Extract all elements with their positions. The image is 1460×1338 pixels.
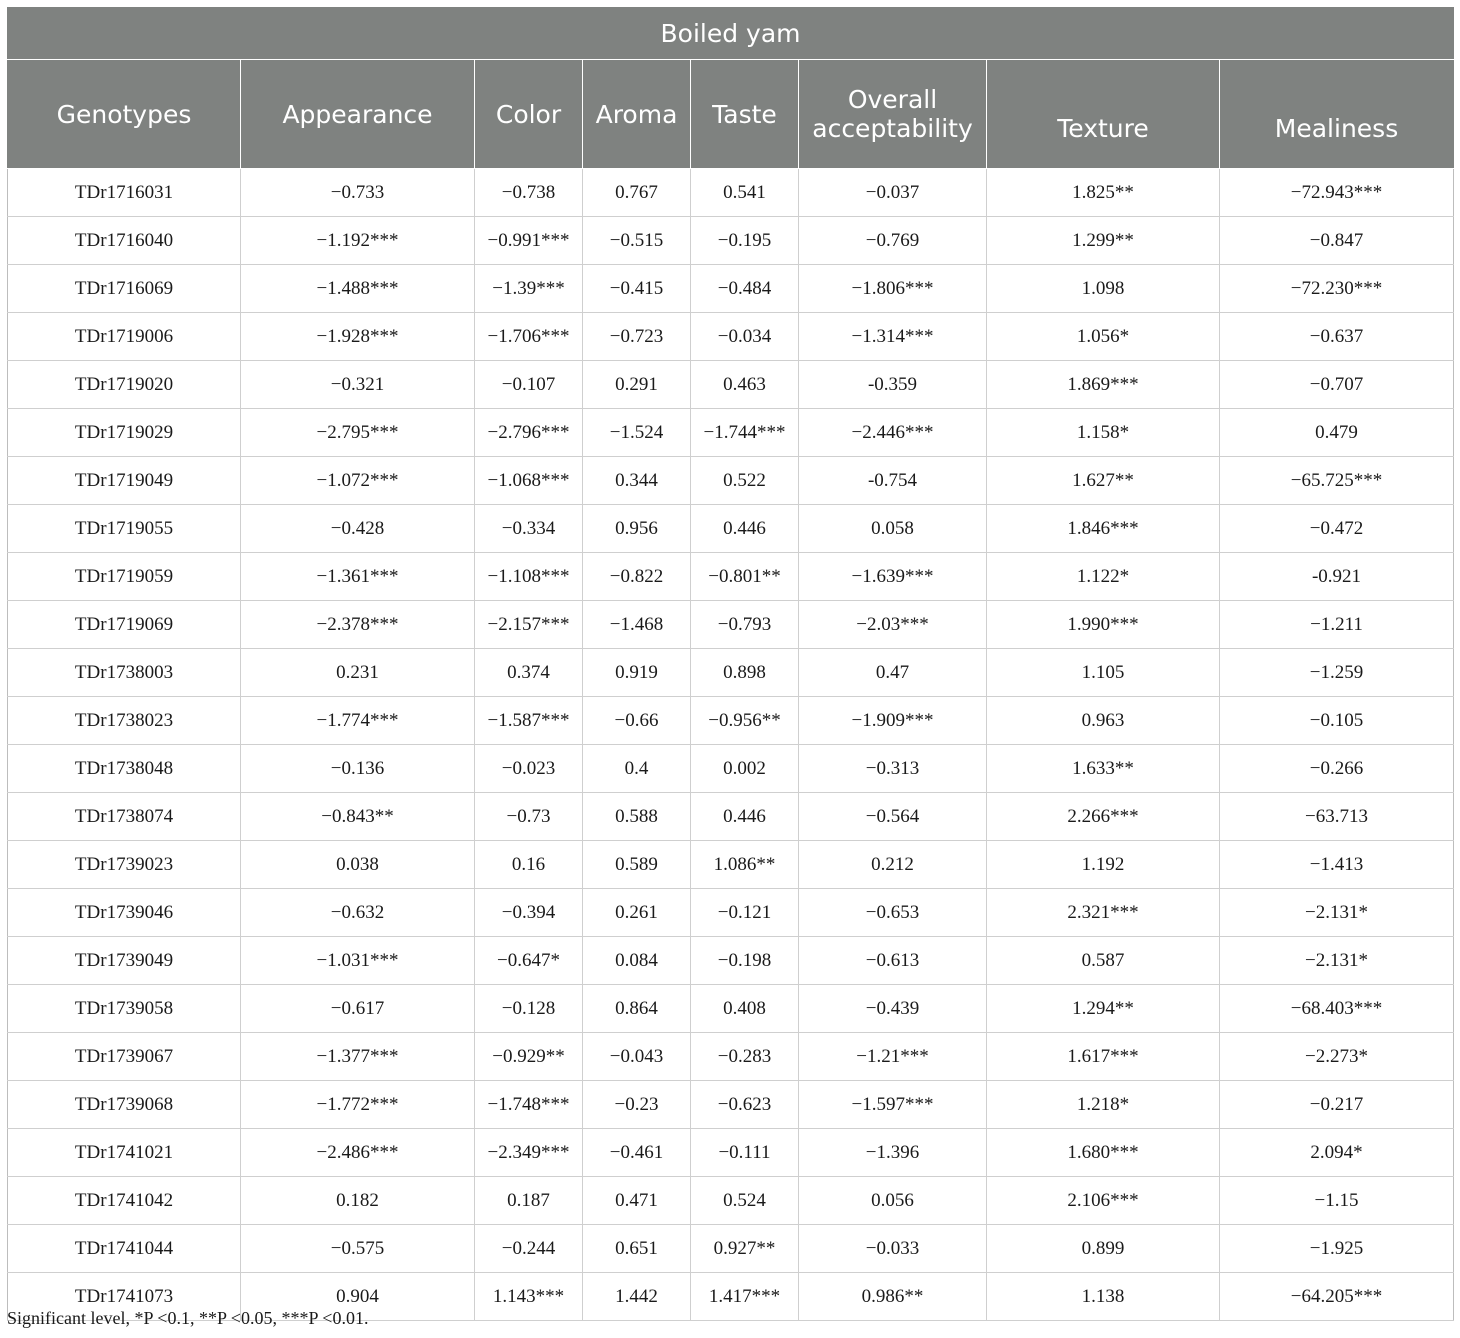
value-cell: 0.408 xyxy=(691,985,799,1033)
value-cell: −0.321 xyxy=(241,361,475,409)
value-cell: −2.796*** xyxy=(475,409,583,457)
value-cell: −1.108*** xyxy=(475,553,583,601)
value-cell: −1.706*** xyxy=(475,313,583,361)
value-cell: −1.377*** xyxy=(241,1033,475,1081)
value-cell: −65.725*** xyxy=(1220,457,1454,505)
value-cell: −0.043 xyxy=(583,1033,691,1081)
value-cell: 1.846*** xyxy=(987,505,1220,553)
value-cell: −1.468 xyxy=(583,601,691,649)
value-cell: −72.230*** xyxy=(1220,265,1454,313)
value-cell: 0.898 xyxy=(691,649,799,697)
value-cell: −0.244 xyxy=(475,1225,583,1273)
genotype-cell: TDr1738003 xyxy=(8,649,241,697)
column-header-aroma: Aroma xyxy=(583,60,691,169)
value-cell: 1.417*** xyxy=(691,1273,799,1321)
genotype-cell: TDr1719049 xyxy=(8,457,241,505)
value-cell: −1.396 xyxy=(799,1129,987,1177)
value-cell: −0.929** xyxy=(475,1033,583,1081)
table-row xyxy=(8,937,1454,985)
value-cell: −1.744*** xyxy=(691,409,799,457)
value-cell: 0.927** xyxy=(691,1225,799,1273)
value-cell: −2.486*** xyxy=(241,1129,475,1177)
genotype-cell: TDr1741044 xyxy=(8,1225,241,1273)
value-cell: −1.031*** xyxy=(241,937,475,985)
results-table-container xyxy=(7,7,1453,1321)
value-cell: −0.334 xyxy=(475,505,583,553)
value-cell: −1.587*** xyxy=(475,697,583,745)
value-cell: 1.098 xyxy=(987,265,1220,313)
value-cell: −2.157*** xyxy=(475,601,583,649)
table-row xyxy=(8,265,1454,313)
table-row xyxy=(8,793,1454,841)
value-cell: −0.723 xyxy=(583,313,691,361)
value-cell: −1.928*** xyxy=(241,313,475,361)
column-header-texture: Texture xyxy=(987,60,1220,169)
value-cell: −1.772*** xyxy=(241,1081,475,1129)
value-cell: 0.524 xyxy=(691,1177,799,1225)
value-cell: −1.774*** xyxy=(241,697,475,745)
value-cell: −0.632 xyxy=(241,889,475,937)
value-cell: −0.198 xyxy=(691,937,799,985)
table-row xyxy=(8,217,1454,265)
value-cell: −1.072*** xyxy=(241,457,475,505)
value-cell: 0.479 xyxy=(1220,409,1454,457)
value-cell: −63.713 xyxy=(1220,793,1454,841)
genotype-cell: TDr1741073 xyxy=(8,1273,241,1321)
value-cell: −0.439 xyxy=(799,985,987,1033)
table-row xyxy=(8,1177,1454,1225)
value-cell: 1.192 xyxy=(987,841,1220,889)
value-cell: −2.03*** xyxy=(799,601,987,649)
value-cell: 0.212 xyxy=(799,841,987,889)
value-cell: −0.195 xyxy=(691,217,799,265)
value-cell: 0.986** xyxy=(799,1273,987,1321)
value-cell: −1.314*** xyxy=(799,313,987,361)
genotype-cell: TDr1741021 xyxy=(8,1129,241,1177)
value-cell: −1.806*** xyxy=(799,265,987,313)
value-cell: 1.138 xyxy=(987,1273,1220,1321)
value-cell: 2.266*** xyxy=(987,793,1220,841)
genotype-cell: TDr1738074 xyxy=(8,793,241,841)
value-cell: −0.843** xyxy=(241,793,475,841)
results-table xyxy=(7,7,1454,1321)
value-cell: 1.158* xyxy=(987,409,1220,457)
value-cell: −2.795*** xyxy=(241,409,475,457)
value-cell: −0.034 xyxy=(691,313,799,361)
value-cell: −1.639*** xyxy=(799,553,987,601)
value-cell: -0.754 xyxy=(799,457,987,505)
value-cell: −1.192*** xyxy=(241,217,475,265)
genotype-cell: TDr1739068 xyxy=(8,1081,241,1129)
value-cell: −0.769 xyxy=(799,217,987,265)
value-cell: 0.374 xyxy=(475,649,583,697)
genotype-cell: TDr1716069 xyxy=(8,265,241,313)
value-cell: 0.463 xyxy=(691,361,799,409)
value-cell: 0.541 xyxy=(691,169,799,217)
value-cell: -0.921 xyxy=(1220,553,1454,601)
value-cell: −1.925 xyxy=(1220,1225,1454,1273)
value-cell: 0.038 xyxy=(241,841,475,889)
value-cell: −0.515 xyxy=(583,217,691,265)
genotype-cell: TDr1738048 xyxy=(8,745,241,793)
value-cell: 1.299** xyxy=(987,217,1220,265)
value-cell: 2.321*** xyxy=(987,889,1220,937)
table-row xyxy=(8,169,1454,217)
value-cell: 0.344 xyxy=(583,457,691,505)
value-cell: 1.680*** xyxy=(987,1129,1220,1177)
table-row xyxy=(8,361,1454,409)
column-header-appearance: Appearance xyxy=(241,60,475,169)
table-footnote: Significant level, *P <0.1, **P <0.05, ***P <0.01. xyxy=(7,1308,369,1328)
value-cell: −2.349*** xyxy=(475,1129,583,1177)
value-cell: 0.919 xyxy=(583,649,691,697)
table-row xyxy=(8,553,1454,601)
value-cell: 0.767 xyxy=(583,169,691,217)
value-cell: −0.484 xyxy=(691,265,799,313)
value-cell: −0.415 xyxy=(583,265,691,313)
value-cell: −0.801** xyxy=(691,553,799,601)
value-cell: 0.589 xyxy=(583,841,691,889)
table-row xyxy=(8,1081,1454,1129)
value-cell: 1.633** xyxy=(987,745,1220,793)
column-header-taste: Taste xyxy=(691,60,799,169)
value-cell: 1.056* xyxy=(987,313,1220,361)
table-row xyxy=(8,985,1454,1033)
value-cell: −1.524 xyxy=(583,409,691,457)
value-cell: −0.461 xyxy=(583,1129,691,1177)
value-cell: −0.394 xyxy=(475,889,583,937)
value-cell: −0.105 xyxy=(1220,697,1454,745)
table-row xyxy=(8,409,1454,457)
value-cell: −0.266 xyxy=(1220,745,1454,793)
value-cell: −0.428 xyxy=(241,505,475,553)
value-cell: −2.378*** xyxy=(241,601,475,649)
table-row xyxy=(8,841,1454,889)
value-cell: 0.187 xyxy=(475,1177,583,1225)
value-cell: −1.597*** xyxy=(799,1081,987,1129)
value-cell: −68.403*** xyxy=(1220,985,1454,1033)
value-cell: −1.259 xyxy=(1220,649,1454,697)
value-cell: −0.647* xyxy=(475,937,583,985)
value-cell: 0.446 xyxy=(691,793,799,841)
value-cell: −0.847 xyxy=(1220,217,1454,265)
value-cell: −0.956** xyxy=(691,697,799,745)
value-cell: 0.231 xyxy=(241,649,475,697)
value-cell: −0.738 xyxy=(475,169,583,217)
value-cell: −0.637 xyxy=(1220,313,1454,361)
value-cell: 0.182 xyxy=(241,1177,475,1225)
value-cell: 0.058 xyxy=(799,505,987,553)
table-row xyxy=(8,889,1454,937)
value-cell: 0.446 xyxy=(691,505,799,553)
value-cell: 0.864 xyxy=(583,985,691,1033)
value-cell: 1.442 xyxy=(583,1273,691,1321)
value-cell: −0.283 xyxy=(691,1033,799,1081)
value-cell: 1.627** xyxy=(987,457,1220,505)
value-cell: −0.128 xyxy=(475,985,583,1033)
table-row xyxy=(8,1225,1454,1273)
value-cell: −64.205*** xyxy=(1220,1273,1454,1321)
value-cell: −1.21*** xyxy=(799,1033,987,1081)
value-cell: −1.361*** xyxy=(241,553,475,601)
value-cell: 0.588 xyxy=(583,793,691,841)
value-cell: 0.16 xyxy=(475,841,583,889)
genotype-cell: TDr1719020 xyxy=(8,361,241,409)
value-cell: 0.261 xyxy=(583,889,691,937)
value-cell: −0.623 xyxy=(691,1081,799,1129)
value-cell: 0.522 xyxy=(691,457,799,505)
value-cell: 0.471 xyxy=(583,1177,691,1225)
value-cell: 0.4 xyxy=(583,745,691,793)
value-cell: 1.617*** xyxy=(987,1033,1220,1081)
value-cell: −2.131* xyxy=(1220,937,1454,985)
value-cell: −0.217 xyxy=(1220,1081,1454,1129)
genotype-cell: TDr1719029 xyxy=(8,409,241,457)
value-cell: 0.084 xyxy=(583,937,691,985)
value-cell: 0.47 xyxy=(799,649,987,697)
value-cell: −0.613 xyxy=(799,937,987,985)
genotype-cell: TDr1739046 xyxy=(8,889,241,937)
value-cell: −2.131* xyxy=(1220,889,1454,937)
value-cell: −1.068*** xyxy=(475,457,583,505)
genotype-cell: TDr1739023 xyxy=(8,841,241,889)
column-header-color: Color xyxy=(475,60,583,169)
value-cell: −0.472 xyxy=(1220,505,1454,553)
value-cell: −0.991*** xyxy=(475,217,583,265)
table-row xyxy=(8,601,1454,649)
value-cell: −1.211 xyxy=(1220,601,1454,649)
value-cell: 0.587 xyxy=(987,937,1220,985)
value-cell: −0.707 xyxy=(1220,361,1454,409)
value-cell: 1.105 xyxy=(987,649,1220,697)
value-cell: −1.909*** xyxy=(799,697,987,745)
value-cell: −1.413 xyxy=(1220,841,1454,889)
column-header-mealiness: Mealiness xyxy=(1220,60,1454,169)
table-title: Boiled yam xyxy=(8,8,1454,60)
genotype-cell: TDr1716031 xyxy=(8,169,241,217)
value-cell: −0.313 xyxy=(799,745,987,793)
value-cell: −0.822 xyxy=(583,553,691,601)
table-row xyxy=(8,745,1454,793)
genotype-cell: TDr1719059 xyxy=(8,553,241,601)
genotype-cell: TDr1719055 xyxy=(8,505,241,553)
value-cell: 1.825** xyxy=(987,169,1220,217)
value-cell: −0.66 xyxy=(583,697,691,745)
value-cell: −0.121 xyxy=(691,889,799,937)
value-cell: −0.037 xyxy=(799,169,987,217)
value-cell: −0.033 xyxy=(799,1225,987,1273)
table-row xyxy=(8,649,1454,697)
value-cell: −0.111 xyxy=(691,1129,799,1177)
genotype-cell: TDr1739067 xyxy=(8,1033,241,1081)
table-row xyxy=(8,505,1454,553)
value-cell: −1.15 xyxy=(1220,1177,1454,1225)
genotype-cell: TDr1739049 xyxy=(8,937,241,985)
value-cell: 0.904 xyxy=(241,1273,475,1321)
value-cell: −72.943*** xyxy=(1220,169,1454,217)
value-cell: −0.023 xyxy=(475,745,583,793)
value-cell: −0.136 xyxy=(241,745,475,793)
table-row xyxy=(8,457,1454,505)
genotype-cell: TDr1739058 xyxy=(8,985,241,1033)
column-header-genotypes: Genotypes xyxy=(8,60,241,169)
value-cell: −1.39*** xyxy=(475,265,583,313)
value-cell: −0.23 xyxy=(583,1081,691,1129)
value-cell: −0.617 xyxy=(241,985,475,1033)
value-cell: −0.107 xyxy=(475,361,583,409)
value-cell: 0.963 xyxy=(987,697,1220,745)
table-row xyxy=(8,1033,1454,1081)
table-row xyxy=(8,697,1454,745)
table-row xyxy=(8,1129,1454,1177)
value-cell: 1.294** xyxy=(987,985,1220,1033)
value-cell: −2.446*** xyxy=(799,409,987,457)
value-cell: 1.122* xyxy=(987,553,1220,601)
value-cell: −1.488*** xyxy=(241,265,475,313)
value-cell: −0.653 xyxy=(799,889,987,937)
value-cell: 1.143*** xyxy=(475,1273,583,1321)
value-cell: −0.564 xyxy=(799,793,987,841)
value-cell: 0.291 xyxy=(583,361,691,409)
value-cell: 1.990*** xyxy=(987,601,1220,649)
value-cell: 0.651 xyxy=(583,1225,691,1273)
genotype-cell: TDr1741042 xyxy=(8,1177,241,1225)
column-header-overall-acceptability: Overall acceptability xyxy=(799,60,987,169)
value-cell: −0.733 xyxy=(241,169,475,217)
value-cell: 0.956 xyxy=(583,505,691,553)
value-cell: −0.793 xyxy=(691,601,799,649)
value-cell: −2.273* xyxy=(1220,1033,1454,1081)
value-cell: -0.359 xyxy=(799,361,987,409)
value-cell: −0.73 xyxy=(475,793,583,841)
value-cell: 0.899 xyxy=(987,1225,1220,1273)
value-cell: 1.086** xyxy=(691,841,799,889)
table-row xyxy=(8,313,1454,361)
genotype-cell: TDr1719069 xyxy=(8,601,241,649)
value-cell: −1.748*** xyxy=(475,1081,583,1129)
genotype-cell: TDr1738023 xyxy=(8,697,241,745)
value-cell: 2.106*** xyxy=(987,1177,1220,1225)
value-cell: 0.002 xyxy=(691,745,799,793)
value-cell: 1.218* xyxy=(987,1081,1220,1129)
genotype-cell: TDr1719006 xyxy=(8,313,241,361)
table-body xyxy=(8,169,1454,1321)
value-cell: −0.575 xyxy=(241,1225,475,1273)
value-cell: 0.056 xyxy=(799,1177,987,1225)
value-cell: 2.094* xyxy=(1220,1129,1454,1177)
value-cell: 1.869*** xyxy=(987,361,1220,409)
genotype-cell: TDr1716040 xyxy=(8,217,241,265)
